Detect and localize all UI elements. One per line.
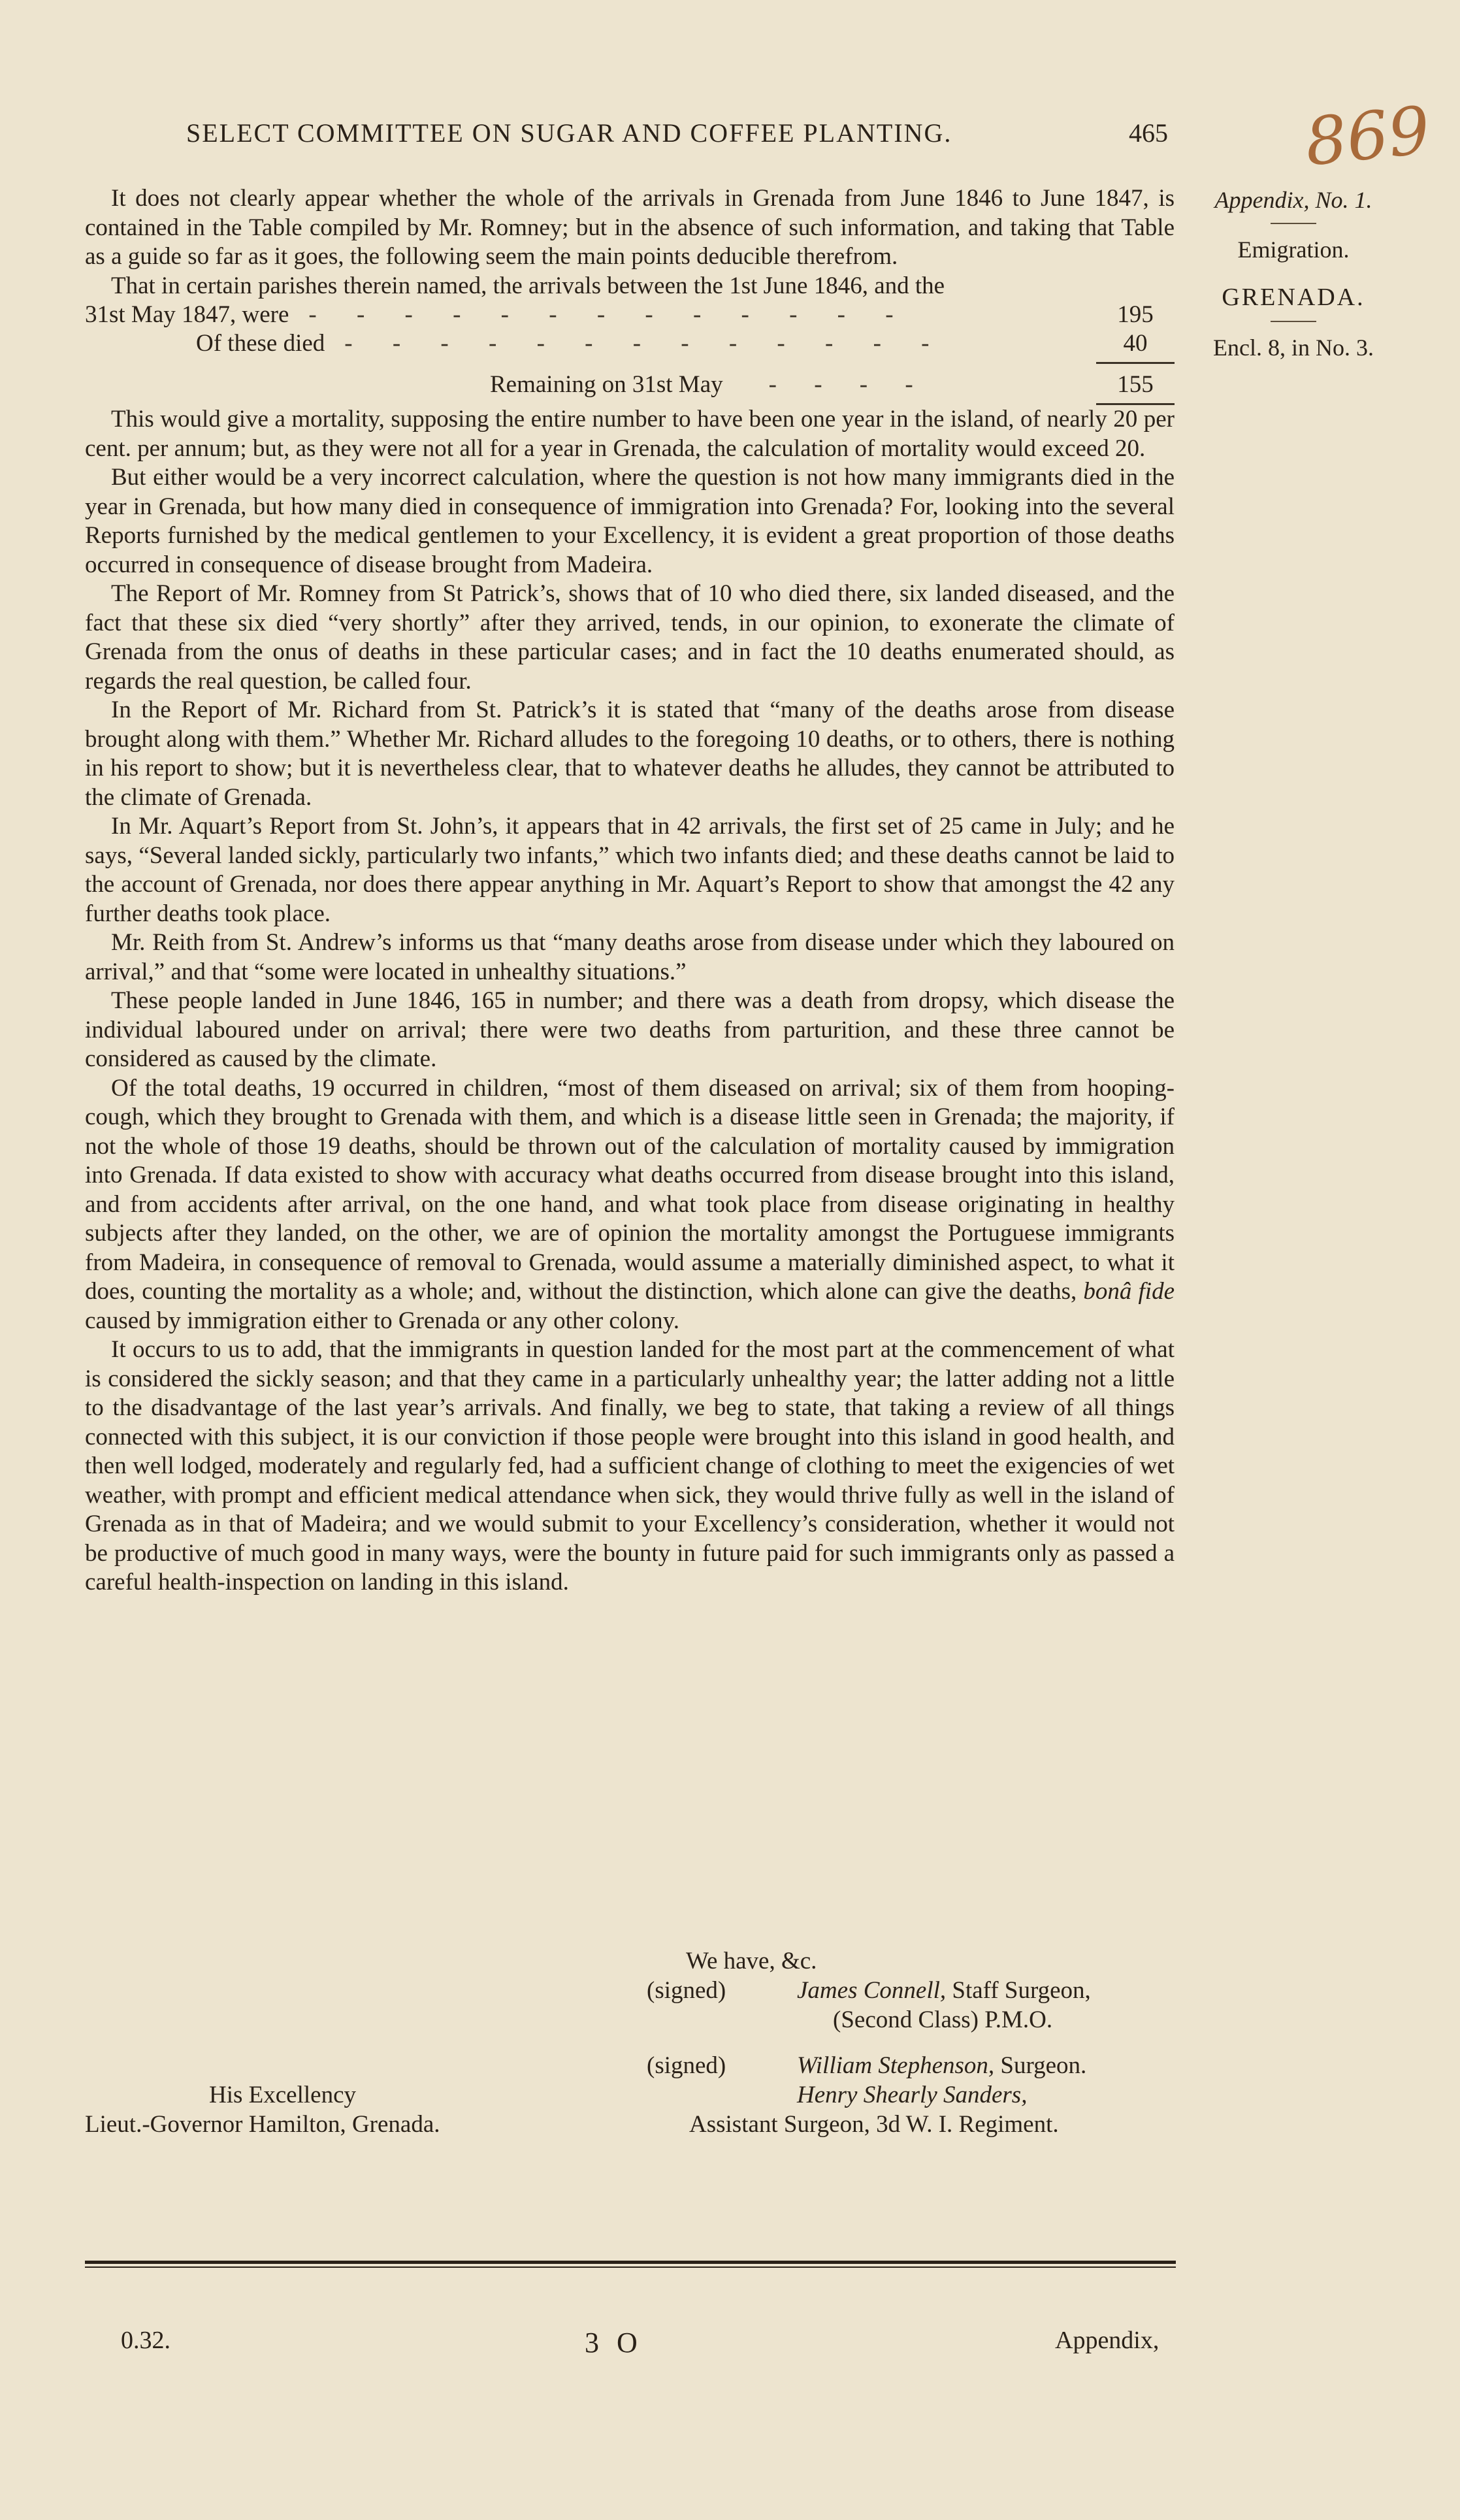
row-value: 195 <box>1117 301 1154 328</box>
signatory-role: Staff Surgeon, <box>946 1977 1091 2004</box>
margin-rule <box>1271 223 1316 224</box>
paragraph: It does not clearly appear whether the whole of the arrivals in Grenada from June 1846 to June 1847, is contained in the Table compiled by Mr. Romney; but in the absence of such information, and taking that Table as a guide so far as it goes, the following seem the main points deducible therefrom. <box>85 185 1175 270</box>
row-value: 40 <box>1123 330 1148 357</box>
leader-dashes: - - - - - - - - - - - - - <box>344 330 947 357</box>
table-row <box>85 329 1175 358</box>
table-row <box>85 370 1175 399</box>
paragraph-text: caused by immigration either to Grenada or any other colony. <box>85 1307 679 1334</box>
signatory-name: James Connell, <box>797 1977 947 2004</box>
footer-sessional-number: 0.32. <box>121 2327 170 2354</box>
margin-colony: GRENADA. <box>1222 284 1365 311</box>
leader-dashes: - - - - - - - - - - - - - <box>308 301 911 328</box>
margin-enclosure: Encl. 8, in No. 3. <box>1213 335 1374 361</box>
row-label: Remaining on 31st May <box>490 371 723 398</box>
margin-note <box>1195 186 1391 370</box>
arrivals-table <box>85 301 1175 405</box>
sum-rule <box>85 358 1175 364</box>
margin-rule <box>1271 321 1316 322</box>
addressee-title: His Excellency <box>209 2082 356 2108</box>
signed-label: (signed) <box>647 1977 726 2004</box>
paragraph: The Report of Mr. Romney from St Patrick’s, shows that of 10 who died there, six landed diseased, and the fact that these six died “very shortly” after they arrived, tends, in our opinion, to exonerate the climate of Grenada from the onus of deaths in these particular cases; and in fact the 10 deaths enumerated should, as regards the real question, be called four. <box>85 580 1175 695</box>
table-row <box>85 301 1175 329</box>
signatory-name: Henry Shearly Sanders, <box>797 2082 1028 2108</box>
paragraph-text: Of the total deaths, 19 occurred in children, “most of them diseased on arrival; six of them from hooping-cough, which they brought to Grenada with them, and which is a disease little seen in Grenada; the majority, if not the whole of those 19 deaths, should be thrown out of the calculation of mortality caused by immigration into Grenada. If data existed to show with accuracy what deaths occurred from disease brought into this island, and from accidents after arrival, on the one hand, and what took place from disease originating in healthy subjects after they landed, on the other, we are of opinion the mortality amongst the Portuguese immigrants from Madeira, in consequence of removal to Grenada, would assume a materially diminished aspect, to what it does, counting the mortality as a whole; and, without the distinction, which alone can give the deaths, <box>85 1074 1175 1305</box>
signatory-2 <box>797 2052 1086 2080</box>
signatory-role: (Second Class) P.M.O. <box>833 2006 1053 2033</box>
signatory-1 <box>797 1976 1091 2005</box>
paragraph: Mr. Reith from St. Andrew’s informs us that “many deaths arose from disease under which they laboured on arrival,” and that “some were located in unhealthy situations.” <box>85 929 1175 985</box>
closing: We have, &c. <box>686 1948 817 1974</box>
signatory-role: Surgeon. <box>994 2052 1087 2079</box>
running-head: SELECT COMMITTEE ON SUGAR AND COFFEE PLANTING. <box>186 118 952 148</box>
sum-rule <box>85 399 1175 405</box>
handwritten-folio: 869 <box>1301 91 1434 181</box>
footer-rule <box>85 2266 1176 2268</box>
paragraph <box>85 1074 1175 1336</box>
footer-catchword: Appendix, <box>1055 2327 1160 2354</box>
paragraph: In Mr. Aquart’s Report from St. John’s, it appears that in 42 arrivals, the first set of 25 came in July; and he says, “Several landed sickly, particularly two infants,” which two infants died; and these deaths cannot be laid to the account of Grenada, nor does there appear anything in Mr. Aquart’s Report to show that amongst the 42 any further deaths took place. <box>85 813 1175 927</box>
row-value: 155 <box>1117 371 1154 398</box>
signed-label: (signed) <box>647 2052 726 2079</box>
signatory-3 <box>797 2081 1027 2109</box>
paragraph: This would give a mortality, supposing the entire number to have been one year in the island, of nearly 20 per cent. per annum; but, as they were not all for a year in Grenada, the calculation of mortality would exceed 20. <box>85 406 1175 462</box>
page-number: 465 <box>1129 118 1168 148</box>
leader-dashes: - - - - <box>768 371 929 398</box>
row-label: Of these died <box>196 330 325 357</box>
italic-phrase: bonâ fide <box>1083 1278 1175 1305</box>
footer-signature-mark: 3 O <box>585 2327 643 2359</box>
margin-appendix: Appendix, No. 1. <box>1214 187 1372 213</box>
signatory-name: William Stephenson, <box>797 2052 995 2079</box>
letter-body <box>85 184 1175 1597</box>
signatory-role: Assistant Surgeon, 3d W. I. Regiment. <box>689 2111 1059 2138</box>
paragraph: It occurs to us to add, that the immigrants in question landed for the most part at the commencement of what is considered the sickly season; and that they came in a particularly unhealthy year; the latter adding not a little to the disadvantage of the last year’s arrivals. And finally, we beg to state, that taking a review of all things connected with this subject, it is our conviction if those people were brought into this island in good health, and then well lodged, moderately and regularly fed, had a sufficient change of clothing to meet the exigencies of wet weather, with prompt and efficient medical attendance when sick, they would thrive fully as well in the island of Grenada as in that of Madeira; and we would submit to your Excellency’s consideration, whether it would not be productive of much good in many ways, were the bounty in future paid for such immigrants only as passed a careful health-inspection on landing in this island. <box>85 1336 1175 1595</box>
margin-emigration: Emigration. <box>1237 237 1350 263</box>
addressee-name: Lieut.-Governor Hamilton, Grenada. <box>85 2111 440 2138</box>
footer-rule <box>85 2261 1176 2264</box>
paragraph: In the Report of Mr. Richard from St. Patrick’s it is stated that “many of the deaths arose from disease brought along with them.” Whether Mr. Richard alludes to the foregoing 10 deaths, or to others, there is nothing in his report to show; but it is nevertheless clear, that to whatever deaths he alludes, they cannot be attributed to the climate of Grenada. <box>85 696 1175 811</box>
paragraph: That in certain parishes therein named, the arrivals between the 1st June 1846, and the <box>111 272 945 299</box>
paragraph: But either would be a very incorrect calculation, where the question is not how many immigrants died in the year in Grenada, but how many died in consequence of immigration into Grenada? For, looking into the several Reports furnished by the medical gentlemen to your Excellency, it is evident a great proportion of those deaths occurred in consequence of disease brought from Madeira. <box>85 464 1175 578</box>
row-label: 31st May 1847, were <box>85 301 289 328</box>
paragraph: These people landed in June 1846, 165 in number; and there was a death from dropsy, which disease the individual laboured under on arrival; there were two deaths from parturition, and these three cannot be considered as caused by the climate. <box>85 987 1175 1072</box>
